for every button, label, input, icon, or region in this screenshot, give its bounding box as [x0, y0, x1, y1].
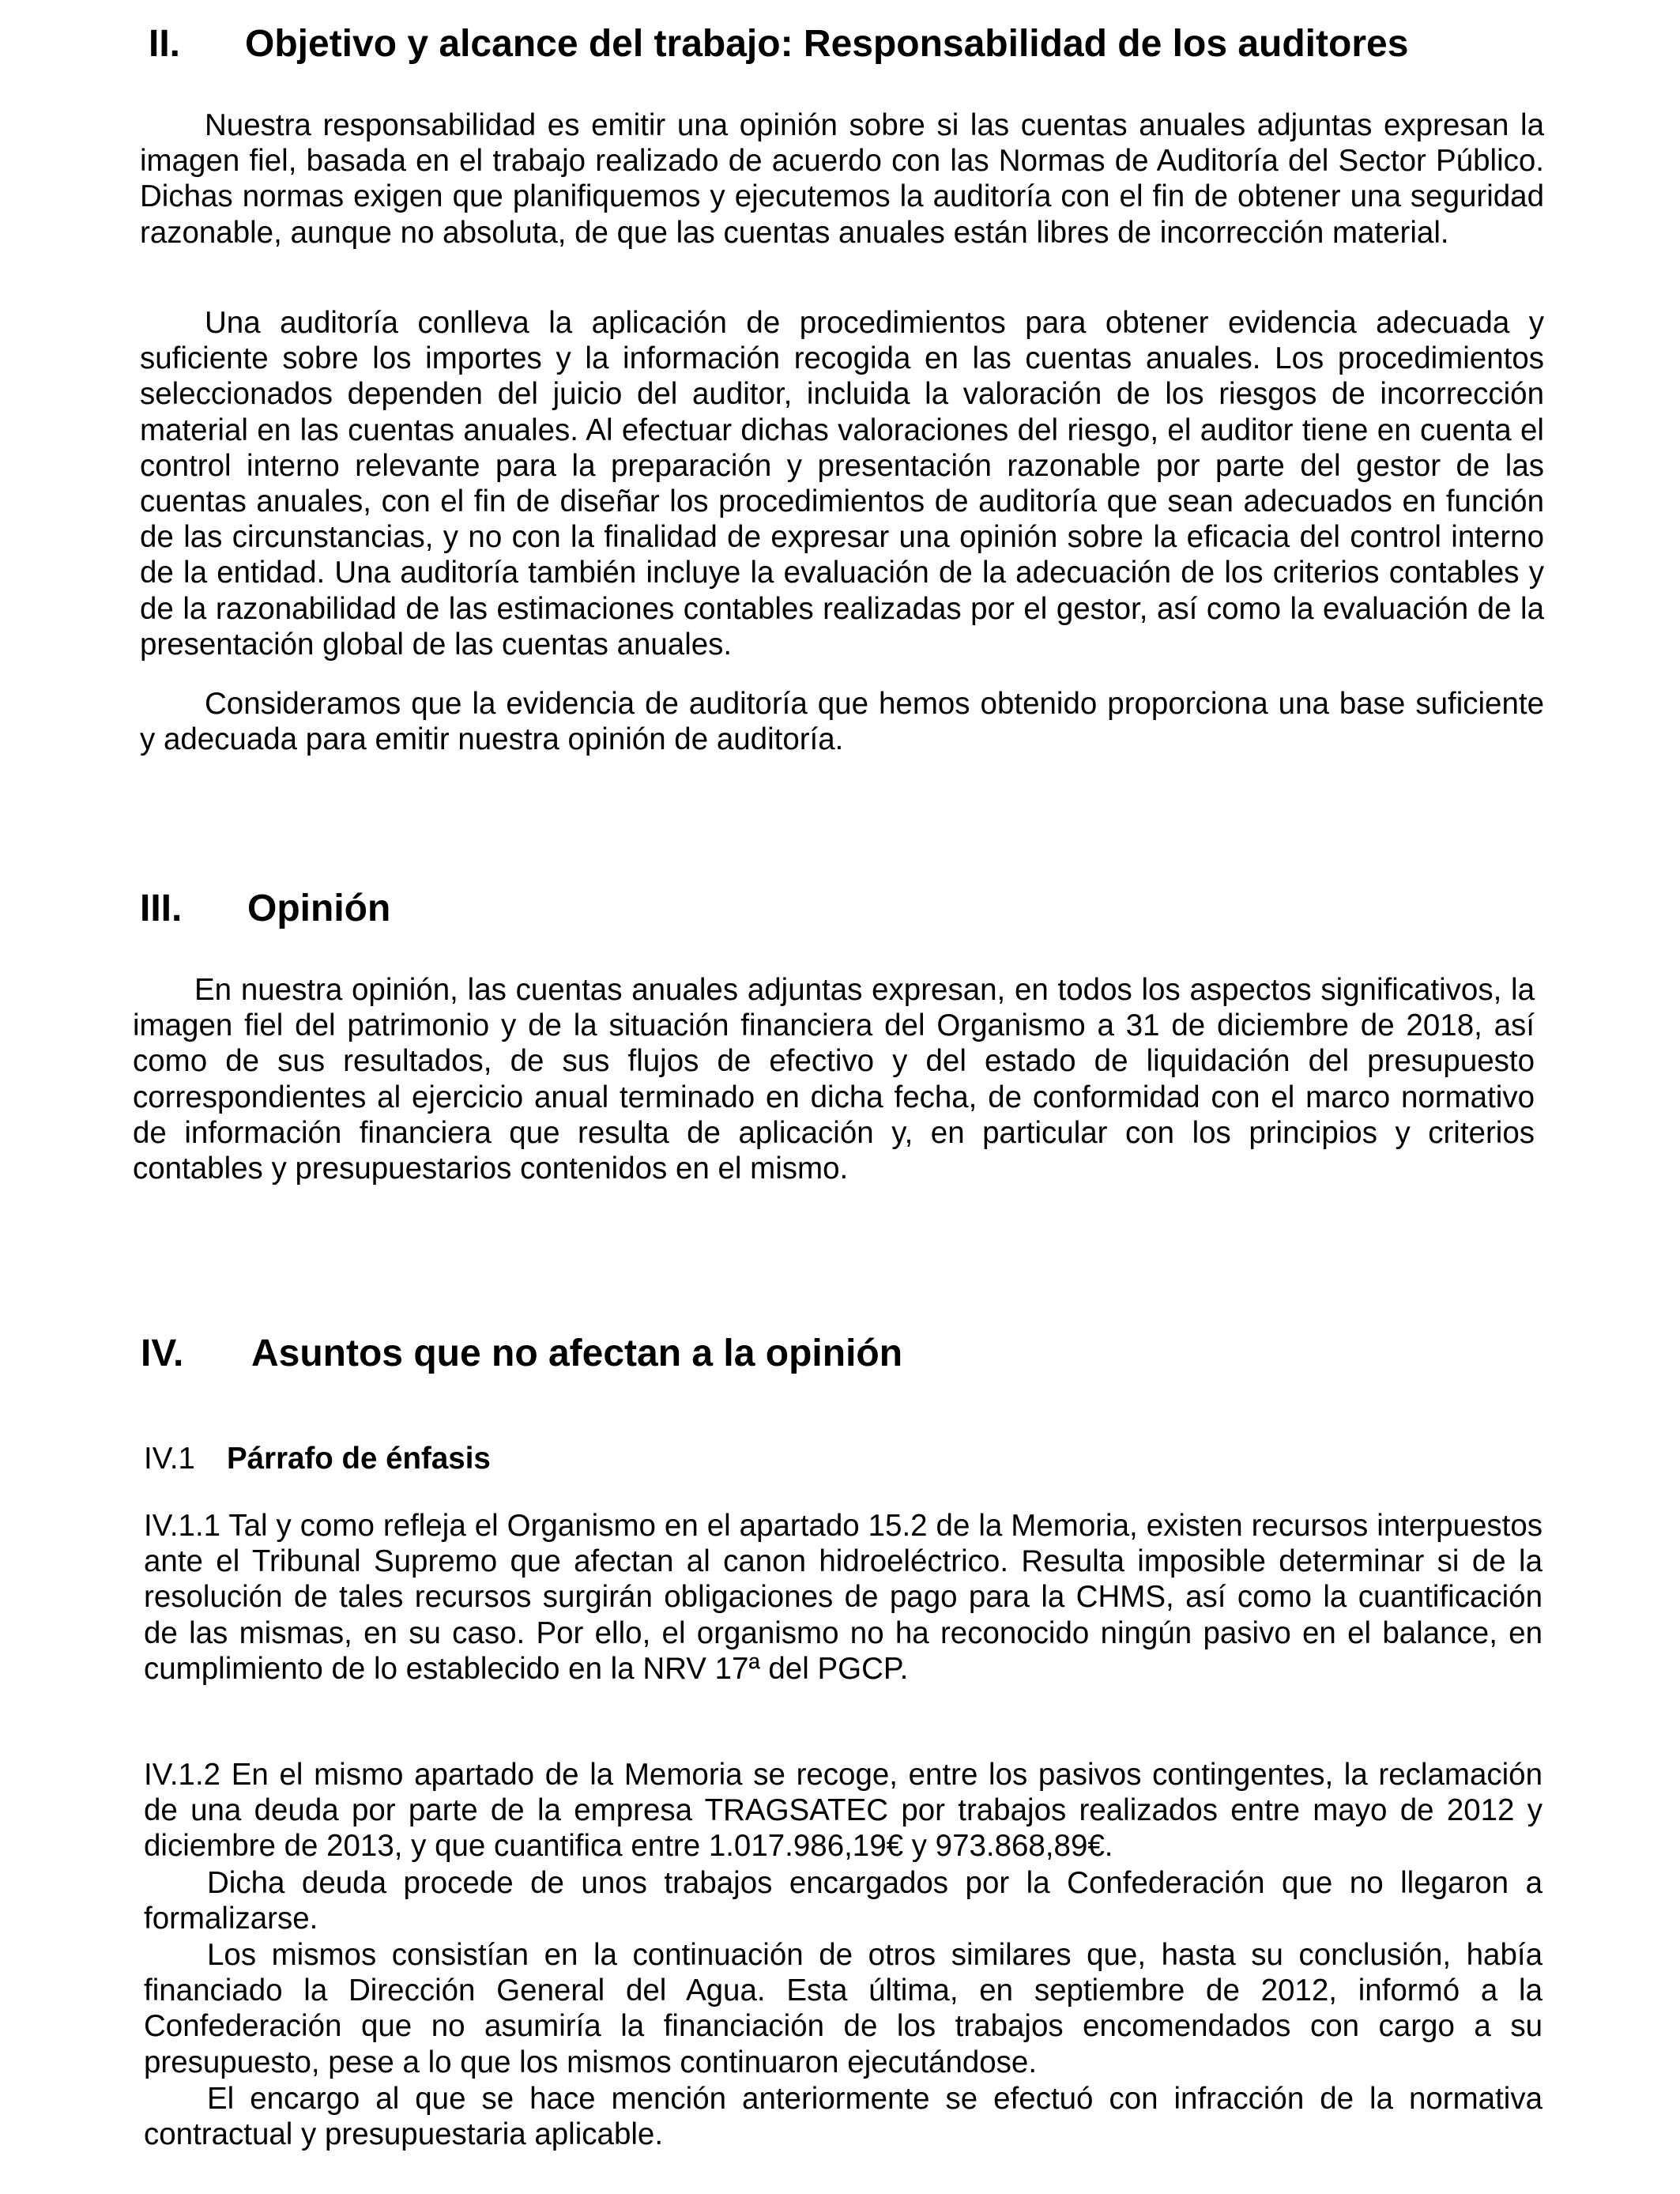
section-4-title: Asuntos que no afectan a la opinión: [251, 1333, 903, 1374]
section-3-title: Opinión: [247, 888, 391, 929]
paragraph-4-1-2-c: Los mismos consistían en la continuación de otros similares que, hasta su conclusión, había financiado la Dirección General del Agua. Esta última, en septiembre de 2012, informó a la Confederación que no asumiría la financiación de los trabajos encomendados con cargo a su presupuesto, pese a lo que los mismos continuaron ejecutándose.: [144, 1938, 1543, 2079]
section-2-paragraph-2: Una auditoría conlleva la aplicación de procedimientos para obtener evidencia adecuada y suficiente sobre los importes y la información recogida en las cuentas anuales. Los procedimientos seleccionados dependen del juicio del auditor, incluida la valoración de los riesgos de incorrección material en las cuentas anuales. Al efectuar dichas valoraciones del riesgo, el auditor tiene en cuenta el control interno relevante para la preparación y presentación razonable por parte del gestor de las cuentas anuales, con el fin de diseñar los procedimientos de auditoría que sean adecuados en función de las circunstancias, y no con la finalidad de expresar una opinión sobre la eficacia del control interno de la entidad. Una auditoría también incluye la evaluación de la adecuación de los criterios contables y de la razonabilidad de las estimaciones contables realizadas por el gestor, así como la evaluación de la presentación global de las cuentas anuales.: [140, 306, 1544, 662]
section-2-number: II.: [149, 23, 181, 65]
subsection-4-1-title: Párrafo de énfasis: [227, 1442, 491, 1476]
section-2-paragraph-3: Consideramos que la evidencia de auditoría que hemos obtenido proporciona una base suficiente y adecuada para emitir nuestra opinión de auditoría.: [140, 687, 1544, 757]
section-3-number: III.: [140, 888, 183, 929]
section-3-paragraph-1: En nuestra opinión, las cuentas anuales adjuntas expresan, en todos los aspectos significativos, la imagen fiel del patrimonio y de la situación financiera del Organismo a 31 de diciembre de 2018, así como de sus resultados, de sus flujos de efectivo y del estado de liquidación del presupuesto correspondientes al ejercicio anual terminado en dicha fecha, de conformidad con el marco normativo de información financiera que resulta de aplicación y, en particular con los principios y criterios contables y presupuestarios contenidos en el mismo.: [133, 973, 1535, 1186]
section-2-title: Objetivo y alcance del trabajo: Responsabilidad de los auditores: [245, 23, 1409, 65]
paragraph-4-1-1: IV.1.1 Tal y como refleja el Organismo en el apartado 15.2 de la Memoria, existen recursos interpuestos ante el Tribunal Supremo que afectan al canon hidroeléctrico. Resulta imposible determinar si de la resolución de tales recursos surgirán obligaciones de pago para la CHMS, así como la cuantificación de las mismas, en su caso. Por ello, el organismo no ha reconocido ningún pasivo en el balance, en cumplimiento de lo establecido en la NRV 17ª del PGCP.: [144, 1509, 1543, 1686]
subsection-4-1-number: IV.1: [144, 1442, 195, 1476]
section-2-paragraph-1: Nuestra responsabilidad es emitir una opinión sobre si las cuentas anuales adjuntas expresan la imagen fiel, basada en el trabajo realizado de acuerdo con las Normas de Auditoría del Sector Público. Dichas normas exigen que planifiquemos y ejecutemos la auditoría con el fin de obtener una seguridad razonable, aunque no absoluta, de que las cuentas anuales están libres de incorrección material.: [140, 108, 1544, 250]
section-4-number: IV.: [141, 1333, 184, 1374]
paragraph-4-1-2: IV.1.2 En el mismo apartado de la Memoria se recoge, entre los pasivos contingentes, la reclamación de una deuda por parte de la empresa TRAGSATEC por trabajos realizados entre mayo de 2012 y diciembre de 2013, y que cuantifica entre 1.017.986,19€ y 973.868,89€.: [144, 1758, 1543, 1864]
paragraph-4-1-2-d: El encargo al que se hace mención anteriormente se efectuó con infracción de la normativa contractual y presupuestaria aplicable.: [144, 2082, 1543, 2152]
paragraph-4-1-2-b: Dicha deuda procede de unos trabajos encargados por la Confederación que no llegaron a formalizarse.: [144, 1866, 1543, 1936]
